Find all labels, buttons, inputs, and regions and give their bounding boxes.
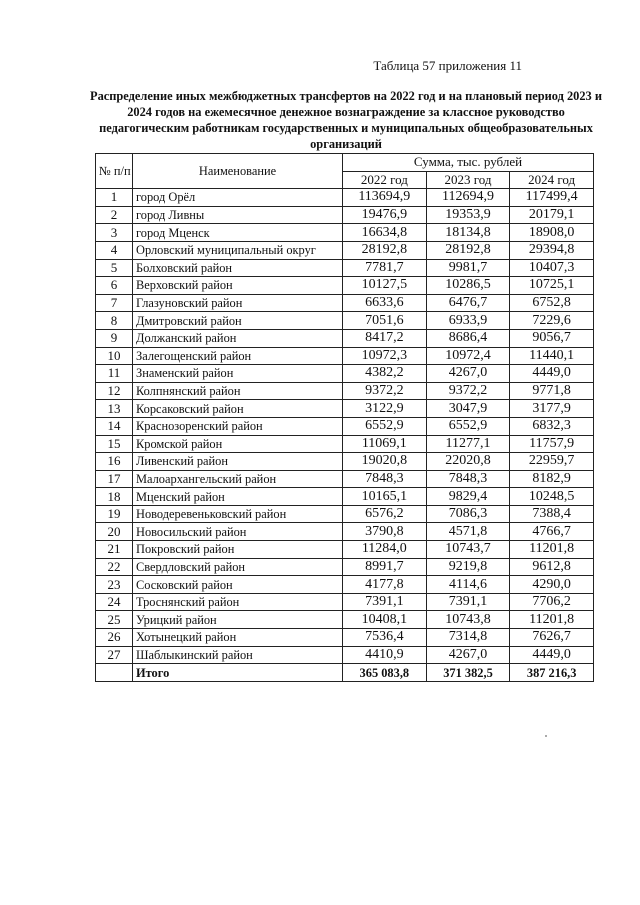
table-row xyxy=(96,470,594,488)
row-number-cell: 18 xyxy=(96,488,133,506)
row-name-cell: Троснянский район xyxy=(133,593,343,611)
table-row xyxy=(96,417,594,435)
table-row xyxy=(96,312,594,330)
row-value-2022: 7848,3 xyxy=(343,470,427,488)
row-value-2022: 11284,0 xyxy=(343,541,427,559)
row-number-cell: 13 xyxy=(96,400,133,418)
row-name-cell: город Ливны xyxy=(133,206,343,224)
row-value-2023: 9829,4 xyxy=(426,488,510,506)
row-number-cell: 17 xyxy=(96,470,133,488)
row-number-cell: 10 xyxy=(96,347,133,365)
row-value-2022: 11069,1 xyxy=(343,435,427,453)
row-name-cell: Новодеревеньковский район xyxy=(133,505,343,523)
row-value-2022: 3790,8 xyxy=(343,523,427,541)
row-value-2024: 7706,2 xyxy=(510,593,594,611)
column-header-year: 2023 год xyxy=(426,171,510,189)
row-name-cell: Залегощенский район xyxy=(133,347,343,365)
table-row xyxy=(96,329,594,347)
table-row xyxy=(96,435,594,453)
total-value: 371 382,5 xyxy=(426,664,510,682)
row-name-cell: Новосильский район xyxy=(133,523,343,541)
table-row xyxy=(96,576,594,594)
row-number-cell: 9 xyxy=(96,329,133,347)
column-header-year: 2024 год xyxy=(510,171,594,189)
row-name-cell: Сосковский район xyxy=(133,576,343,594)
table-row xyxy=(96,241,594,259)
row-value-2023: 22020,8 xyxy=(426,453,510,471)
row-number-cell: 23 xyxy=(96,576,133,594)
row-value-2022: 4410,9 xyxy=(343,646,427,664)
table-row xyxy=(96,224,594,242)
table-row xyxy=(96,453,594,471)
table-row xyxy=(96,611,594,629)
row-name-cell: Покровский район xyxy=(133,541,343,559)
row-number-cell: 12 xyxy=(96,382,133,400)
row-number-cell: 1 xyxy=(96,189,133,207)
row-value-2022: 8417,2 xyxy=(343,329,427,347)
row-name-cell: Корсаковский район xyxy=(133,400,343,418)
row-name-cell: Урицкий район xyxy=(133,611,343,629)
table-row xyxy=(96,629,594,647)
row-name-cell: Знаменский район xyxy=(133,365,343,383)
row-value-2023: 4267,0 xyxy=(426,365,510,383)
row-value-2023: 112694,9 xyxy=(426,189,510,207)
row-value-2022: 10127,5 xyxy=(343,277,427,295)
row-value-2023: 7086,3 xyxy=(426,505,510,523)
row-value-2022: 4177,8 xyxy=(343,576,427,594)
row-number-cell: 2 xyxy=(96,206,133,224)
row-number-cell: 16 xyxy=(96,453,133,471)
row-value-2024: 29394,8 xyxy=(510,241,594,259)
table-row xyxy=(96,558,594,576)
document-heading: Распределение иных межбюджетных трансфертов на 2022 год и на плановый период 2023 и 2024 годов на ежемесячное денежное вознаграждение за классное руководство педагогическим работникам государственных и муниципальных общеобразовательных организаций xyxy=(90,89,602,151)
row-number-cell: 26 xyxy=(96,629,133,647)
row-name-cell: город Орёл xyxy=(133,189,343,207)
total-number-cell xyxy=(96,664,133,682)
row-number-cell: 15 xyxy=(96,435,133,453)
row-value-2024: 7626,7 xyxy=(510,629,594,647)
row-number-cell: 11 xyxy=(96,365,133,383)
row-number-cell: 3 xyxy=(96,224,133,242)
row-number-cell: 20 xyxy=(96,523,133,541)
row-value-2023: 3047,9 xyxy=(426,400,510,418)
row-value-2024: 7229,6 xyxy=(510,312,594,330)
row-number-cell: 24 xyxy=(96,593,133,611)
row-value-2024: 117499,4 xyxy=(510,189,594,207)
row-name-cell: Шаблыкинский район xyxy=(133,646,343,664)
row-value-2024: 11757,9 xyxy=(510,435,594,453)
row-number-cell: 4 xyxy=(96,241,133,259)
row-value-2024: 22959,7 xyxy=(510,453,594,471)
row-number-cell: 7 xyxy=(96,294,133,312)
row-name-cell: Дмитровский район xyxy=(133,312,343,330)
row-value-2023: 6476,7 xyxy=(426,294,510,312)
row-name-cell: Хотынецкий район xyxy=(133,629,343,647)
row-value-2023: 19353,9 xyxy=(426,206,510,224)
row-value-2022: 113694,9 xyxy=(343,189,427,207)
row-value-2023: 7848,3 xyxy=(426,470,510,488)
transfers-table xyxy=(95,153,594,682)
row-value-2023: 4114,6 xyxy=(426,576,510,594)
column-header-year: 2022 год xyxy=(343,171,427,189)
row-value-2023: 18134,8 xyxy=(426,224,510,242)
row-value-2022: 7536,4 xyxy=(343,629,427,647)
row-value-2023: 9372,2 xyxy=(426,382,510,400)
row-value-2024: 11440,1 xyxy=(510,347,594,365)
row-number-cell: 6 xyxy=(96,277,133,295)
table-row xyxy=(96,523,594,541)
row-name-cell: Болховский район xyxy=(133,259,343,277)
table-body xyxy=(96,189,594,664)
row-value-2023: 7314,8 xyxy=(426,629,510,647)
row-value-2024: 18908,0 xyxy=(510,224,594,242)
column-header-name: Наименование xyxy=(133,154,343,189)
row-name-cell: Краснозоренский район xyxy=(133,417,343,435)
row-name-cell: Мценский район xyxy=(133,488,343,506)
row-value-2022: 7781,7 xyxy=(343,259,427,277)
row-value-2022: 7051,6 xyxy=(343,312,427,330)
total-value: 387 216,3 xyxy=(510,664,594,682)
row-name-cell: город Мценск xyxy=(133,224,343,242)
row-value-2023: 6552,9 xyxy=(426,417,510,435)
row-value-2022: 19476,9 xyxy=(343,206,427,224)
row-value-2022: 9372,2 xyxy=(343,382,427,400)
table-row xyxy=(96,277,594,295)
row-name-cell: Ливенский район xyxy=(133,453,343,471)
column-header-number: № п/п xyxy=(96,154,133,189)
row-value-2024: 4449,0 xyxy=(510,365,594,383)
row-value-2024: 20179,1 xyxy=(510,206,594,224)
row-value-2022: 8991,7 xyxy=(343,558,427,576)
row-name-cell: Должанский район xyxy=(133,329,343,347)
row-number-cell: 21 xyxy=(96,541,133,559)
scan-speck xyxy=(545,735,547,737)
row-value-2022: 16634,8 xyxy=(343,224,427,242)
row-value-2024: 4290,0 xyxy=(510,576,594,594)
table-row xyxy=(96,505,594,523)
row-value-2024: 10248,5 xyxy=(510,488,594,506)
row-name-cell: Кромской район xyxy=(133,435,343,453)
row-value-2023: 9219,8 xyxy=(426,558,510,576)
row-value-2024: 10407,3 xyxy=(510,259,594,277)
row-value-2024: 9771,8 xyxy=(510,382,594,400)
row-value-2024: 4766,7 xyxy=(510,523,594,541)
row-value-2022: 10165,1 xyxy=(343,488,427,506)
row-name-cell: Колпнянский район xyxy=(133,382,343,400)
row-number-cell: 14 xyxy=(96,417,133,435)
row-number-cell: 22 xyxy=(96,558,133,576)
table-row xyxy=(96,541,594,559)
total-label: Итого xyxy=(133,664,343,682)
table-row xyxy=(96,365,594,383)
table-row xyxy=(96,189,594,207)
row-value-2024: 9056,7 xyxy=(510,329,594,347)
row-number-cell: 25 xyxy=(96,611,133,629)
row-name-cell: Малоархангельский район xyxy=(133,470,343,488)
row-value-2022: 6576,2 xyxy=(343,505,427,523)
table-row xyxy=(96,400,594,418)
row-value-2024: 11201,8 xyxy=(510,611,594,629)
row-number-cell: 5 xyxy=(96,259,133,277)
row-value-2024: 11201,8 xyxy=(510,541,594,559)
row-value-2022: 19020,8 xyxy=(343,453,427,471)
row-value-2022: 6552,9 xyxy=(343,417,427,435)
row-value-2023: 6933,9 xyxy=(426,312,510,330)
row-value-2023: 10972,4 xyxy=(426,347,510,365)
row-number-cell: 8 xyxy=(96,312,133,330)
row-value-2024: 8182,9 xyxy=(510,470,594,488)
table-row xyxy=(96,259,594,277)
table-row xyxy=(96,593,594,611)
table-row xyxy=(96,347,594,365)
row-value-2023: 28192,8 xyxy=(426,241,510,259)
row-value-2022: 7391,1 xyxy=(343,593,427,611)
row-name-cell: Верховский район xyxy=(133,277,343,295)
total-row xyxy=(96,664,594,682)
row-value-2024: 10725,1 xyxy=(510,277,594,295)
row-value-2022: 10408,1 xyxy=(343,611,427,629)
row-value-2023: 11277,1 xyxy=(426,435,510,453)
row-value-2024: 4449,0 xyxy=(510,646,594,664)
row-value-2024: 6832,3 xyxy=(510,417,594,435)
row-value-2022: 6633,6 xyxy=(343,294,427,312)
row-value-2022: 3122,9 xyxy=(343,400,427,418)
row-value-2024: 7388,4 xyxy=(510,505,594,523)
row-name-cell: Глазуновский район xyxy=(133,294,343,312)
row-value-2024: 3177,9 xyxy=(510,400,594,418)
row-value-2024: 6752,8 xyxy=(510,294,594,312)
table-row xyxy=(96,294,594,312)
row-value-2023: 10743,8 xyxy=(426,611,510,629)
row-name-cell: Орловский муниципальный округ xyxy=(133,241,343,259)
row-value-2022: 10972,3 xyxy=(343,347,427,365)
row-value-2022: 4382,2 xyxy=(343,365,427,383)
row-number-cell: 27 xyxy=(96,646,133,664)
table-row xyxy=(96,206,594,224)
row-value-2023: 9981,7 xyxy=(426,259,510,277)
row-value-2023: 10286,5 xyxy=(426,277,510,295)
row-value-2023: 4267,0 xyxy=(426,646,510,664)
row-value-2022: 28192,8 xyxy=(343,241,427,259)
column-header-sum: Сумма, тыс. рублей xyxy=(343,154,594,172)
row-value-2023: 4571,8 xyxy=(426,523,510,541)
row-value-2023: 7391,1 xyxy=(426,593,510,611)
table-row xyxy=(96,382,594,400)
table-row xyxy=(96,646,594,664)
row-value-2024: 9612,8 xyxy=(510,558,594,576)
row-value-2023: 10743,7 xyxy=(426,541,510,559)
table-row xyxy=(96,488,594,506)
total-value: 365 083,8 xyxy=(343,664,427,682)
row-value-2023: 8686,4 xyxy=(426,329,510,347)
row-name-cell: Свердловский район xyxy=(133,558,343,576)
table-reference-label: Таблица 57 приложения 11 xyxy=(373,58,522,73)
row-number-cell: 19 xyxy=(96,505,133,523)
